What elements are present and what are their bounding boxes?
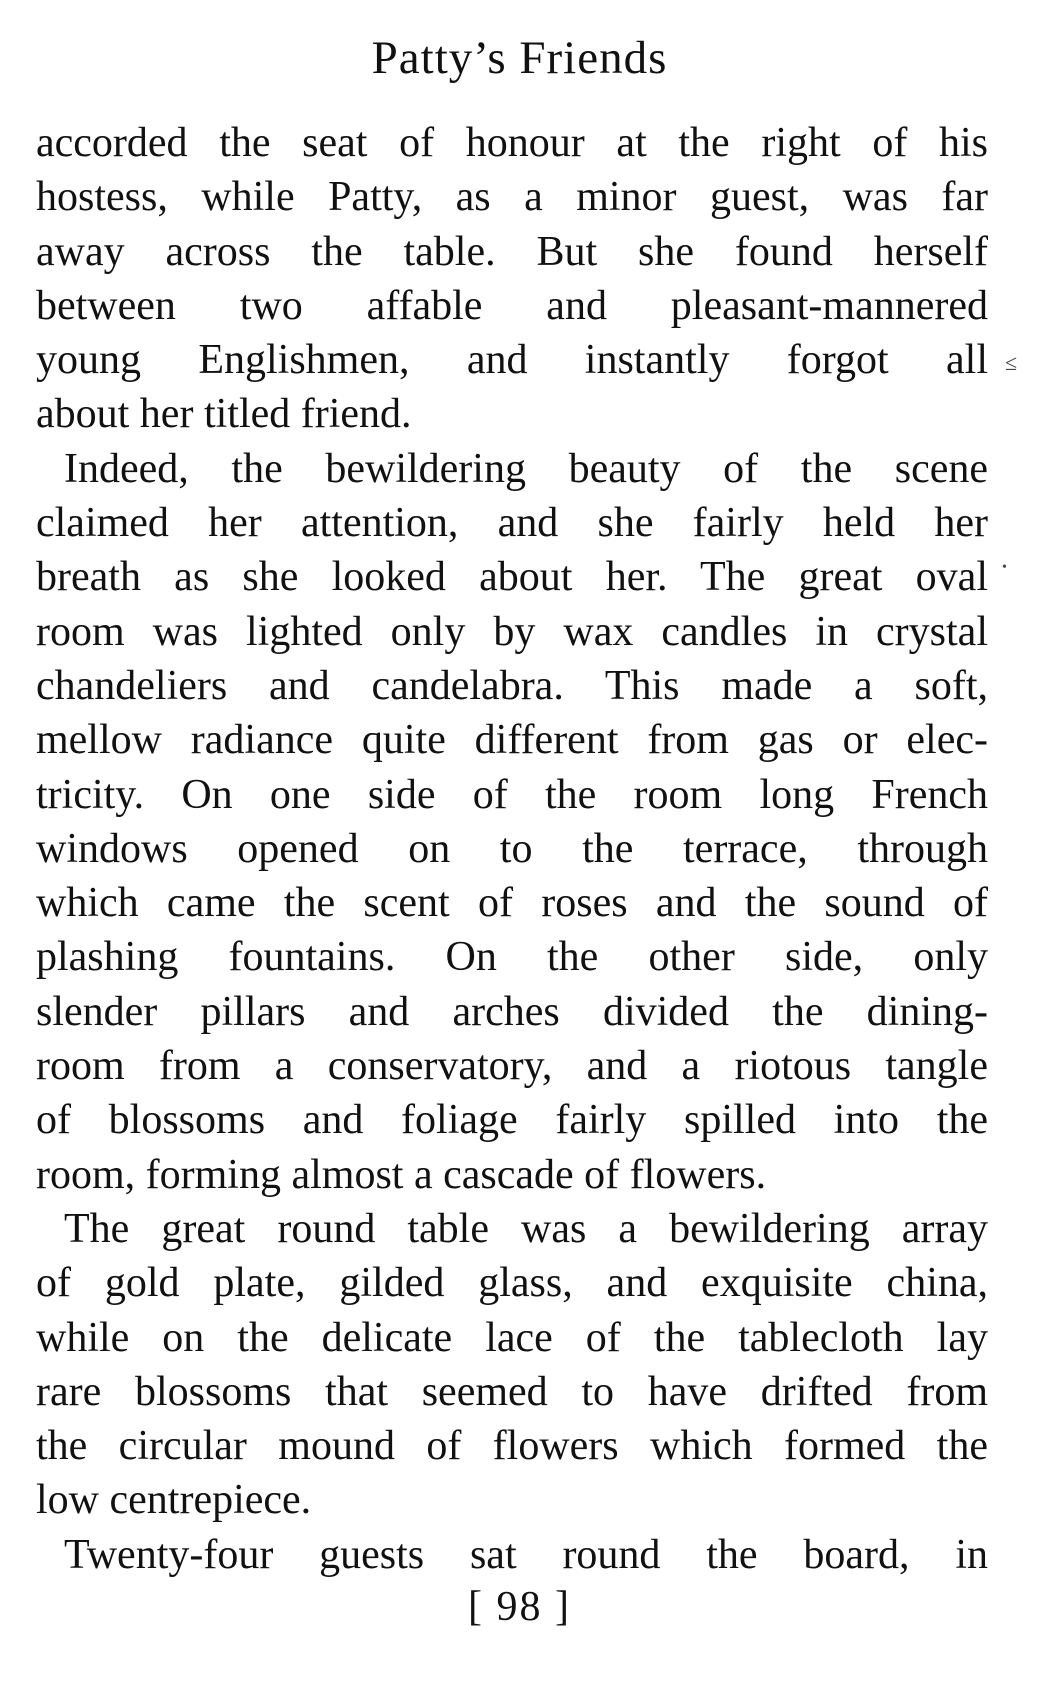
text-line: about her titled friend. (36, 391, 412, 438)
text-line: room, forming almost a cascade of flowers. (36, 1151, 767, 1198)
text-line: chandeliers and candelabra. This made a soft, (36, 662, 988, 709)
text-line: Twenty-four guests sat round the board, in (64, 1531, 988, 1578)
text-line: while on the delicate lace of the tablecloth lay (36, 1314, 988, 1361)
text-line: of gold plate, gilded glass, and exquisite china, (36, 1260, 988, 1307)
text-line: tricity. On one side of the room long French (36, 771, 988, 818)
text-line: slender pillars and arches divided the dining- (36, 988, 988, 1035)
body-text (36, 116, 988, 1582)
text-line: between two affable and pleasant-mannered (36, 282, 988, 329)
text-line: Indeed, the bewildering beauty of the scene (64, 445, 988, 492)
text-line: rare blossoms that seemed to have drifted from (36, 1368, 988, 1415)
text-line: plashing fountains. On the other side, only (36, 934, 988, 981)
text-line: room was lighted only by wax candles in crystal (36, 608, 988, 655)
text-line: room from a conservatory, and a riotous tangle (36, 1043, 988, 1090)
text-line: low centrepiece. (36, 1477, 312, 1524)
text-line: hostess, while Patty, as a minor guest, was far (36, 174, 988, 221)
margin-mark: • (1002, 560, 1007, 575)
text-line: claimed her attention, and she fairly held her (36, 500, 988, 547)
text-line: accorded the seat of honour at the right of his (36, 120, 988, 166)
text-line: the circular mound of flowers which formed the (36, 1423, 988, 1470)
page-number: [ 98 ] (468, 1584, 571, 1630)
text-line: away across the table. But she found herself (36, 228, 988, 275)
text-line: young Englishmen, and instantly forgot all (36, 337, 988, 384)
margin-mark: ≤ (1005, 350, 1018, 375)
running-head: Patty’s Friends (371, 32, 668, 84)
text-line: which came the scent of roses and the sound of (36, 880, 988, 927)
text-line: mellow radiance quite different from gas or elec- (36, 717, 988, 764)
text-line: of blossoms and foliage fairly spilled into the (36, 1097, 988, 1144)
text-line: windows opened on to the terrace, through (36, 825, 988, 872)
text-line: breath as she looked about her. The great oval (36, 554, 988, 601)
text-line: The great round table was a bewildering array (64, 1205, 988, 1252)
